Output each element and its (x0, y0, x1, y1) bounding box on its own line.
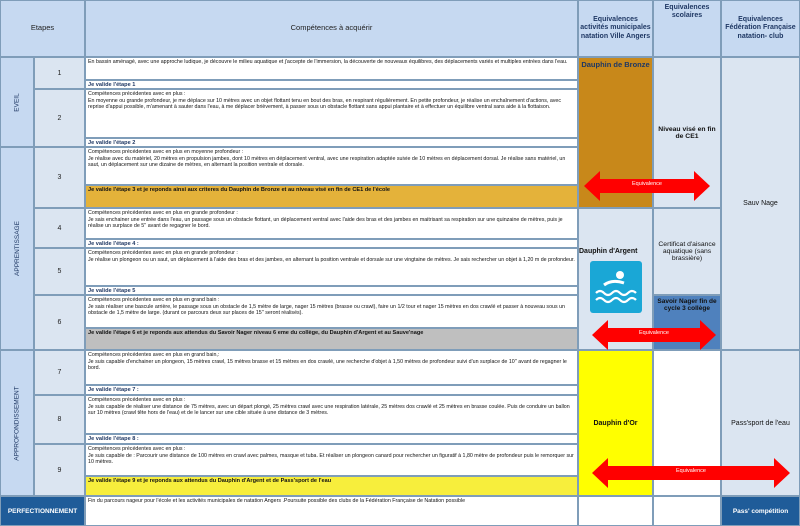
row-8-text: Compétences précédentes avec en plus : Je suis capable de réaliser une distance de 75 mètres, avec un départ plongé, 25 mètres crawl avec une respiration latérale, 25 mètres dos crawlé et 25 mètres en brasse coulée. Puis de conduire un ballon sur 10 mètres (crawl tête hors de l'eau) et de le lancer sur une cible située à une distance de 3 mètres. (85, 395, 578, 434)
row-4-validate: Je valide l'étape 4 : (85, 239, 578, 248)
sauv-nage-cell: Sauv Nage (721, 57, 800, 350)
step-8: 8 (34, 395, 85, 444)
swimmer-icon (590, 261, 642, 313)
row-5-validate: Je valide l'étape 5 (85, 286, 578, 295)
row-3-text: Compétences précédentes avec en plus en moyenne profondeur : Je réalise avec du matériel, 20 mètres en propulsion jambes, dont 10 mètres en déplacement ventral, avec une respiration adaptée suivie de 10 mètres en déplacement dorsal. Je réalise sans matériel, un saut, un déplacement sur une dizaine de mètres, en alternant la position ventrale et dorsale. (85, 147, 578, 185)
row-3-validate: Je valide l'étape 3 et je reponds ainsi aux criteres du Dauphin de Bronze et au niveau visé en fin de CE1 de l'école (85, 185, 578, 208)
dauphin-argent-cell: Dauphin d'Argent (578, 208, 653, 350)
row-7-validate: Je valide l'étape 7 : (85, 385, 578, 395)
pass-competition-cell: Pass' compétition (721, 496, 800, 526)
equivalence-arrow-1 (584, 171, 710, 201)
row-7-text: Compétences précédentes avec en plus en grand bain,: Je suis capable d'enchainer un plongeon, 15 mètres crawl, 15 mètres brasse et 15 mètres en dos crawlé, une recherche d'objet à 1,50 mètres de profondeur suivi d'un surplace de 10'' avant de regagner le bord. (85, 350, 578, 385)
pass-sport-cell: Pass'sport de l'eau (721, 350, 800, 496)
header-etapes: Etapes (0, 0, 85, 57)
row-2-validate: Je valide l'étape 2 (85, 138, 578, 147)
row-9-text: Compétences précédentes avec en plus : Je suis capable de : Parcourir une distance de 100 mètres en crawl avec palmes, masque et tuba. Et réaliser un plongeon canard pour rechercher un figuratif à 1,80 mètre de profondeur puis le remorquer sur 10 mètres. (85, 444, 578, 476)
step-7: 7 (34, 350, 85, 395)
step-1: 1 (34, 57, 85, 89)
equivalence-label-3: Equivalence (676, 468, 706, 474)
phase-approfondissement: APPROFONDISSEMENT (0, 350, 34, 496)
step-6: 6 (34, 295, 85, 350)
step-4: 4 (34, 208, 85, 248)
perf-scolaire-blank (653, 496, 721, 526)
equivalence-arrow-3 (592, 458, 790, 488)
row-5-text: Compétences précédentes avec en plus en grande profondeur : Je réalise un plongeon ou un saut, un déplacement à l'aide des bras et des jambes, en alternant la position ventrale et dorsale sur une vingtaine de mètres. Je sais rechercher un objet à 1,20 m de profondeur. (85, 248, 578, 286)
row-8-validate: Je valide l'étape 8 : (85, 434, 578, 444)
header-competences: Compétences à acquérir (85, 0, 578, 57)
header-equiv-federation: Equivalences Fédération Française natation- club (721, 0, 800, 57)
step-9: 9 (34, 444, 85, 496)
row-6-text: Compétences précédentes avec en plus en grand bain : Je sais réaliser une bascule arrière, le passage sous un obstacle de 1,5 mètre de large, nager 15 mètres (brasse ou crawl), faire un 1/2 tour et nager 15 mètres en dos crawlé et passer à nouveau sous un obstacle de 1,5 mètre de large. (durant ce parcours deux sur places de 15'' seront réalisés). (85, 295, 578, 328)
row-6-validate: Je valide l'étape 6 et je reponds aux attendus du Savoir Nager niveau 6 eme du collège, du Dauphin d'Argent et au Sauve'nage (85, 328, 578, 350)
row-1-validate: Je valide l'étape 1 (85, 80, 578, 89)
phase-apprentissage: APPRENTISSAGE (0, 147, 34, 350)
step-5: 5 (34, 248, 85, 295)
row-1-text: En bassin aménagé, avec une approche ludique, je découvre le milieu aquatique et j'accepte de l'immersion, la découverte de nouveaux équilibres, des déplacements variés et multiples entrées dans l'eau. (85, 57, 578, 80)
dauphin-or-cell: Dauphin d'Or (578, 350, 653, 496)
header-equiv-activites: Equivalences activités municipales natation Ville Angers (578, 0, 653, 57)
perf-equiv-blank (578, 496, 653, 526)
niveau-ce1-cell: Niveau visé en fin de CE1 (653, 57, 721, 208)
step-2: 2 (34, 89, 85, 147)
equivalence-label-2: Equivalence (639, 330, 669, 336)
equivalence-arrow-2 (592, 320, 716, 350)
equivalence-label-1: Equivalence (632, 181, 662, 187)
step-3: 3 (34, 147, 85, 208)
phase-perfectionnement: PERFECTIONNEMENT (0, 496, 85, 526)
row-4-text: Compétences précédentes avec en plus en grande profondeur : Je sais enchainer une entrée dans l'eau, un passage sous un obstacle flottant, un déplacement ventral avec l'aide des bras et des jambes en maitrisant sa respiration sur une quinzaine de mètres, puis je réalise un surplace de 5'' avant de regagner le bord. (85, 208, 578, 239)
perfectionnement-text: Fin du parcours nageur pour l'école et les activités municipales de natation Angers .Poursuite possible des clubs de la Fédération Française de Natation possible (85, 496, 578, 526)
row-9-validate: Je valide l'étape 9 et je reponds aux attendus du Dauphin d'Argent et de Pass'sport de l'eau (85, 476, 578, 496)
savoir-nager-cell: Savoir Nager fin de cycle 3 collège (653, 295, 721, 350)
header-equiv-scolaires: Equivalences scolaires (653, 0, 721, 57)
dauphin-bronze-cell: Dauphin de Bronze (578, 57, 653, 208)
phase-eveil: EVEIL (0, 57, 34, 147)
row-2-text: Compétences précédentes avec en plus : En moyenne ou grande profondeur, je me déplace sur 10 mètres avec un objet flottant tenu en bout des bras, en respirant régulièrement. En petite profondeur, je réalise un enchaînement d'actions, avec reprise d'appui possible, m'amenant à sauter dans l'eau, à me déplacer brièvement, à passer sous un obstacle flottant sans appui plantaire et à effectuer un équilibre ventral sans aide à la flottaison. (85, 89, 578, 138)
certificat-cell: Certificat d'aisance aquatique (sans brassière) (653, 208, 721, 295)
